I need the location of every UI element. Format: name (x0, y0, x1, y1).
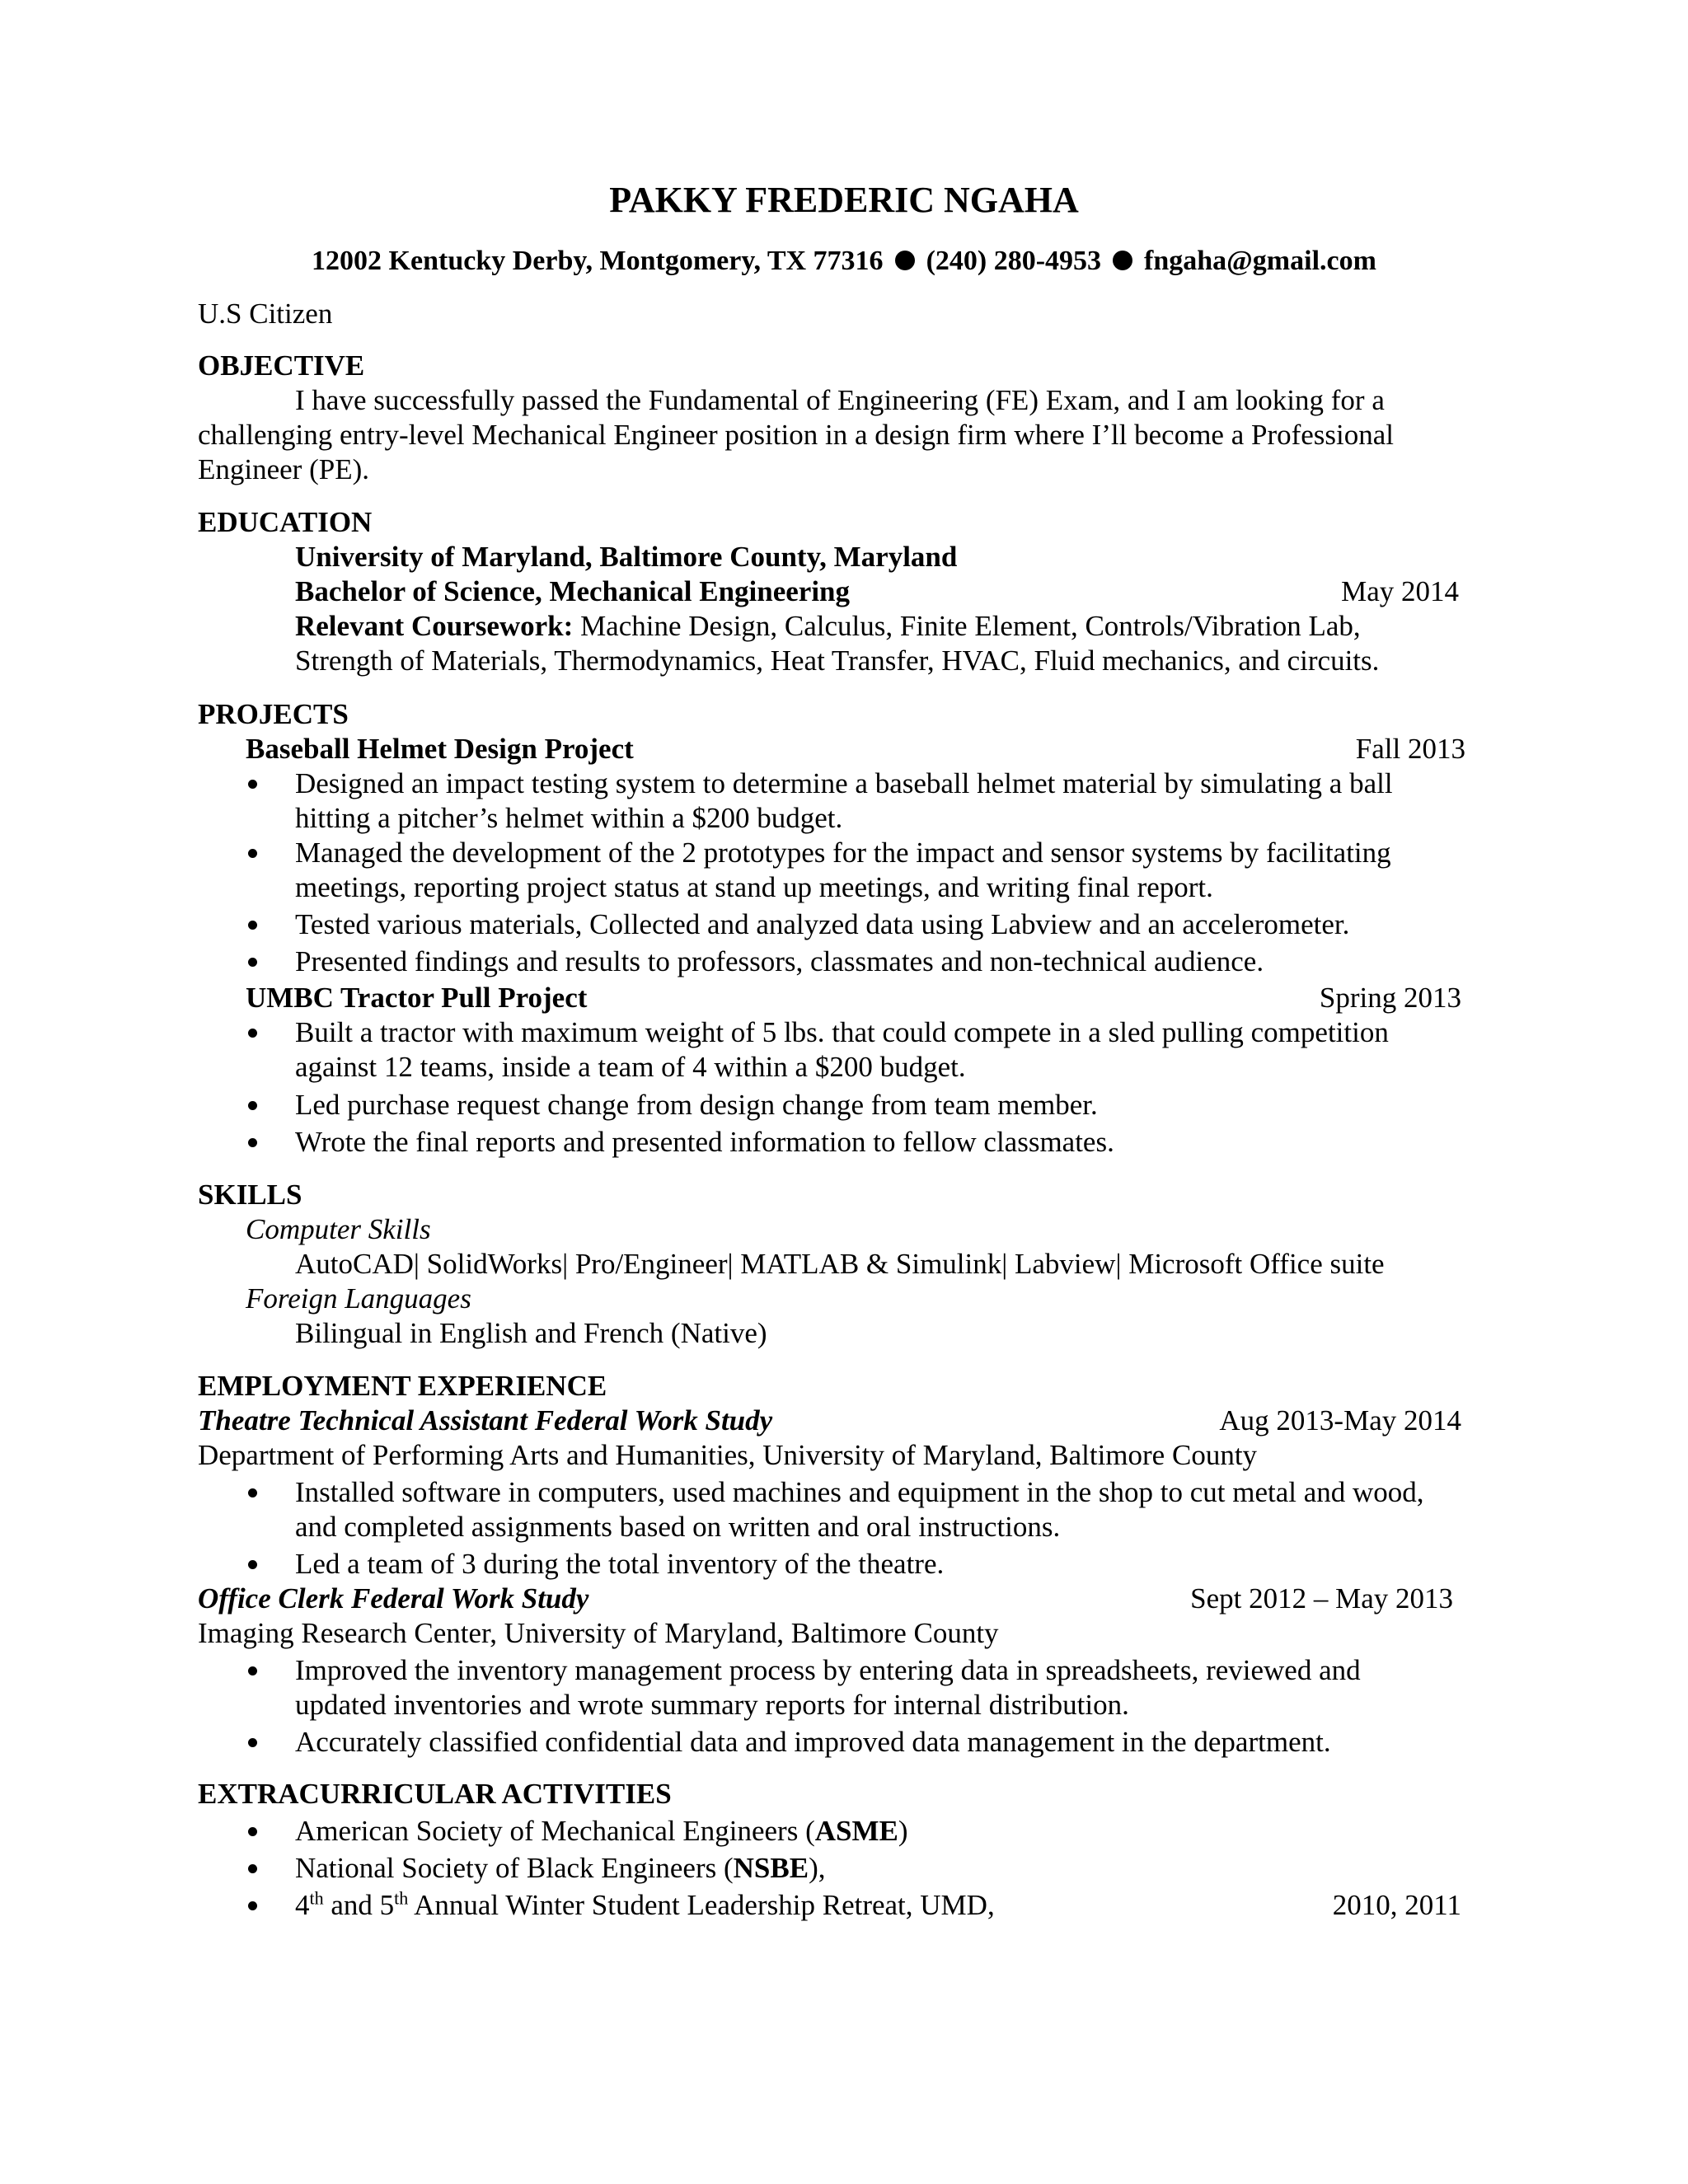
list-item: Led purchase request change from design change from team member. (295, 1089, 1098, 1121)
school-name: University of Maryland, Baltimore County, Maryland (295, 541, 958, 573)
objective-line-3: Engineer (PE). (198, 453, 369, 485)
list-item-continued: meetings, reporting project status at stand up meetings, and writing final report. (295, 871, 1213, 903)
computer-skills-list: AutoCAD| SolidWorks| Pro/Engineer| MATLAB & Simulink| Labview| Microsoft Office suite (295, 1248, 1385, 1280)
asme-abbr: ASME (814, 1815, 898, 1847)
activity-date: 2010, 2011 (1332, 1889, 1461, 1921)
list-item: Accurately classified confidential data and improved data management in the department. (295, 1726, 1331, 1758)
languages-label: Foreign Languages (246, 1282, 471, 1315)
job-title: Office Clerk Federal Work Study (198, 1582, 589, 1615)
languages-list: Bilingual in English and French (Native) (295, 1317, 767, 1349)
nsbe-abbr: NSBE (733, 1852, 809, 1884)
extracurricular-heading: EXTRACURRICULAR ACTIVITIES (198, 1778, 672, 1810)
list-item-continued: against 12 teams, inside a team of 4 within a $200 budget. (295, 1051, 966, 1083)
list-item: 4th and 5th Annual Winter Student Leadership Retreat, UMD, (295, 1887, 995, 1921)
list-item: Installed software in computers, used machines and equipment in the shop to cut metal and wood, (295, 1476, 1424, 1508)
contact-line (0, 244, 1688, 279)
bullet-dot-icon (1113, 251, 1132, 270)
objective-line-2: challenging entry-level Mechanical Engineer position in a design firm where I’ll become a Professional (198, 419, 1395, 451)
address: 12002 Kentucky Derby, Montgomery, TX 77316 (312, 246, 884, 276)
job-date: Aug 2013-May 2014 (1219, 1404, 1461, 1436)
list-item: Wrote the final reports and presented information to fellow classmates. (295, 1126, 1114, 1158)
list-item: Presented findings and results to professors, classmates and non-technical audience. (295, 945, 1264, 977)
list-item: Improved the inventory management process by entering data in spreadsheets, reviewed and (295, 1654, 1361, 1686)
list-item-continued: and completed assignments based on written and oral instructions. (295, 1511, 1061, 1543)
list-item: Designed an impact testing system to determine a baseball helmet material by simulating a ball (295, 767, 1393, 799)
project-date: Fall 2013 (1355, 733, 1465, 765)
job-date: Sept 2012 – May 2013 (1190, 1582, 1453, 1615)
coursework-line-2: Strength of Materials, Thermodynamics, Heat Transfer, HVAC, Fluid mechanics, and circuits. (295, 644, 1380, 677)
list-item: Tested various materials, Collected and analyzed data using Labview and an accelerometer. (295, 908, 1350, 940)
coursework-label: Relevant Coursework: (295, 610, 574, 642)
job-organization: Imaging Research Center, University of Maryland, Baltimore County (198, 1617, 999, 1649)
bullet-dot-icon (895, 251, 915, 270)
degree-date: May 2014 (1341, 575, 1459, 607)
project-title: UMBC Tractor Pull Project (246, 982, 588, 1014)
list-item: National Society of Black Engineers (NSBE), (295, 1852, 826, 1884)
coursework-line-1 (295, 609, 1361, 644)
degree: Bachelor of Science, Mechanical Engineering (295, 575, 851, 607)
objective-line-1: I have successfully passed the Fundamental of Engineering (FE) Exam, and I am looking for a (295, 384, 1385, 416)
computer-skills-label: Computer Skills (246, 1213, 431, 1245)
list-item: Managed the development of the 2 prototypes for the impact and sensor systems by facilitating (295, 837, 1391, 869)
list-item: American Society of Mechanical Engineers (ASME) (295, 1815, 908, 1847)
job-organization: Department of Performing Arts and Humanities, University of Maryland, Baltimore County (198, 1439, 1258, 1471)
projects-heading: PROJECTS (198, 698, 349, 730)
email: fngaha@gmail.com (1144, 246, 1376, 276)
list-item-continued: hitting a pitcher’s helmet within a $200 budget. (295, 802, 843, 834)
job-title: Theatre Technical Assistant Federal Work Study (198, 1404, 773, 1436)
candidate-name: PAKKY FREDERIC NGAHA (609, 180, 1079, 220)
education-heading: EDUCATION (198, 506, 373, 538)
list-item: Built a tractor with maximum weight of 5 lbs. that could compete in a sled pulling competition (295, 1016, 1389, 1048)
employment-heading: EMPLOYMENT EXPERIENCE (198, 1370, 607, 1402)
list-item-continued: updated inventories and wrote summary reports for internal distribution. (295, 1689, 1129, 1721)
objective-heading: OBJECTIVE (198, 349, 365, 382)
citizenship: U.S Citizen (198, 298, 333, 330)
coursework-text: Machine Design, Calculus, Finite Element, Controls/Vibration Lab, (573, 610, 1361, 642)
project-title: Baseball Helmet Design Project (246, 733, 634, 765)
phone: (240) 280-4953 (926, 246, 1102, 276)
project-date: Spring 2013 (1319, 982, 1461, 1014)
skills-heading: SKILLS (198, 1179, 302, 1211)
list-item: Led a team of 3 during the total inventory of the theatre. (295, 1548, 945, 1580)
